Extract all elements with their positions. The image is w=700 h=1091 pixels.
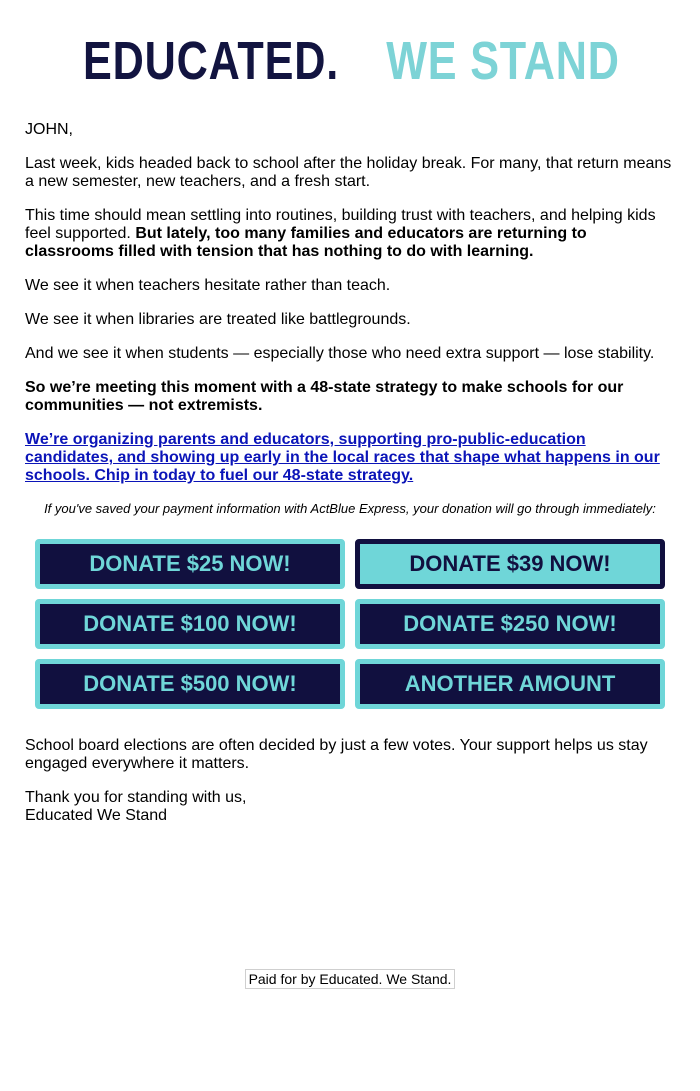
signoff: Thank you for standing with us, (25, 789, 247, 806)
paragraph-1: Last week, kids headed back to school after the holiday break. For many, that return means a new semester, new teachers, and a fresh start. (25, 155, 672, 190)
signoff-block (25, 789, 677, 825)
donate-25-button[interactable]: DONATE $25 NOW! (35, 539, 345, 589)
actblue-express-note: If you've saved your payment information with ActBlue Express, your donation will go through immediately: (44, 501, 656, 516)
email-body (25, 121, 677, 841)
paragraph-2 (25, 207, 677, 261)
paragraph-2-text: This time should mean settling into routines, building trust with teachers, and helping kids feel supported. (25, 207, 656, 242)
donate-250-button[interactable]: DONATE $250 NOW! (355, 599, 665, 649)
donate-100-button[interactable]: DONATE $100 NOW! (35, 599, 345, 649)
paragraph-after-buttons: School board elections are often decided by just a few votes. Your support helps us stay engaged everywhere it matters. (25, 737, 648, 772)
greeting: JOHN, (25, 121, 73, 138)
paragraph-3: We see it when teachers hesitate rather than teach. (25, 277, 391, 294)
paragraph-5: And we see it when students — especially those who need extra support — lose stability. (25, 345, 655, 362)
donate-500-button[interactable]: DONATE $500 NOW! (35, 659, 345, 709)
signature: Educated We Stand (25, 807, 168, 824)
paid-for-disclaimer: Paid for by Educated. We Stand. (245, 969, 456, 989)
cta-paragraph (25, 431, 677, 485)
logo-text-educated: EDUCATED. (82, 31, 339, 91)
paragraph-4: We see it when libraries are treated like battlegrounds. (25, 311, 411, 328)
donate-another-amount-button[interactable]: ANOTHER AMOUNT (355, 659, 665, 709)
donate-39-button[interactable]: DONATE $39 NOW! (355, 539, 665, 589)
paragraph-2-bold: But lately, too many families and educators are returning to classrooms filled with tension that has nothing to do with learning. (25, 225, 587, 260)
donate-button-grid (35, 539, 677, 709)
cta-link[interactable]: We’re organizing parents and educators, supporting pro-public-education candidates, and showing up early in the local races that shape what happens in our schools. Chip in today to fuel our 48-state strategy. (25, 431, 660, 484)
logo-text-we-stand: WE STAND (386, 31, 621, 91)
paragraph-6 (25, 379, 677, 415)
paragraph-6-bold: So we’re meeting this moment with a 48-state strategy to make schools for our communities — not extremists. (25, 379, 624, 414)
logo (0, 26, 700, 96)
footer (0, 969, 700, 989)
